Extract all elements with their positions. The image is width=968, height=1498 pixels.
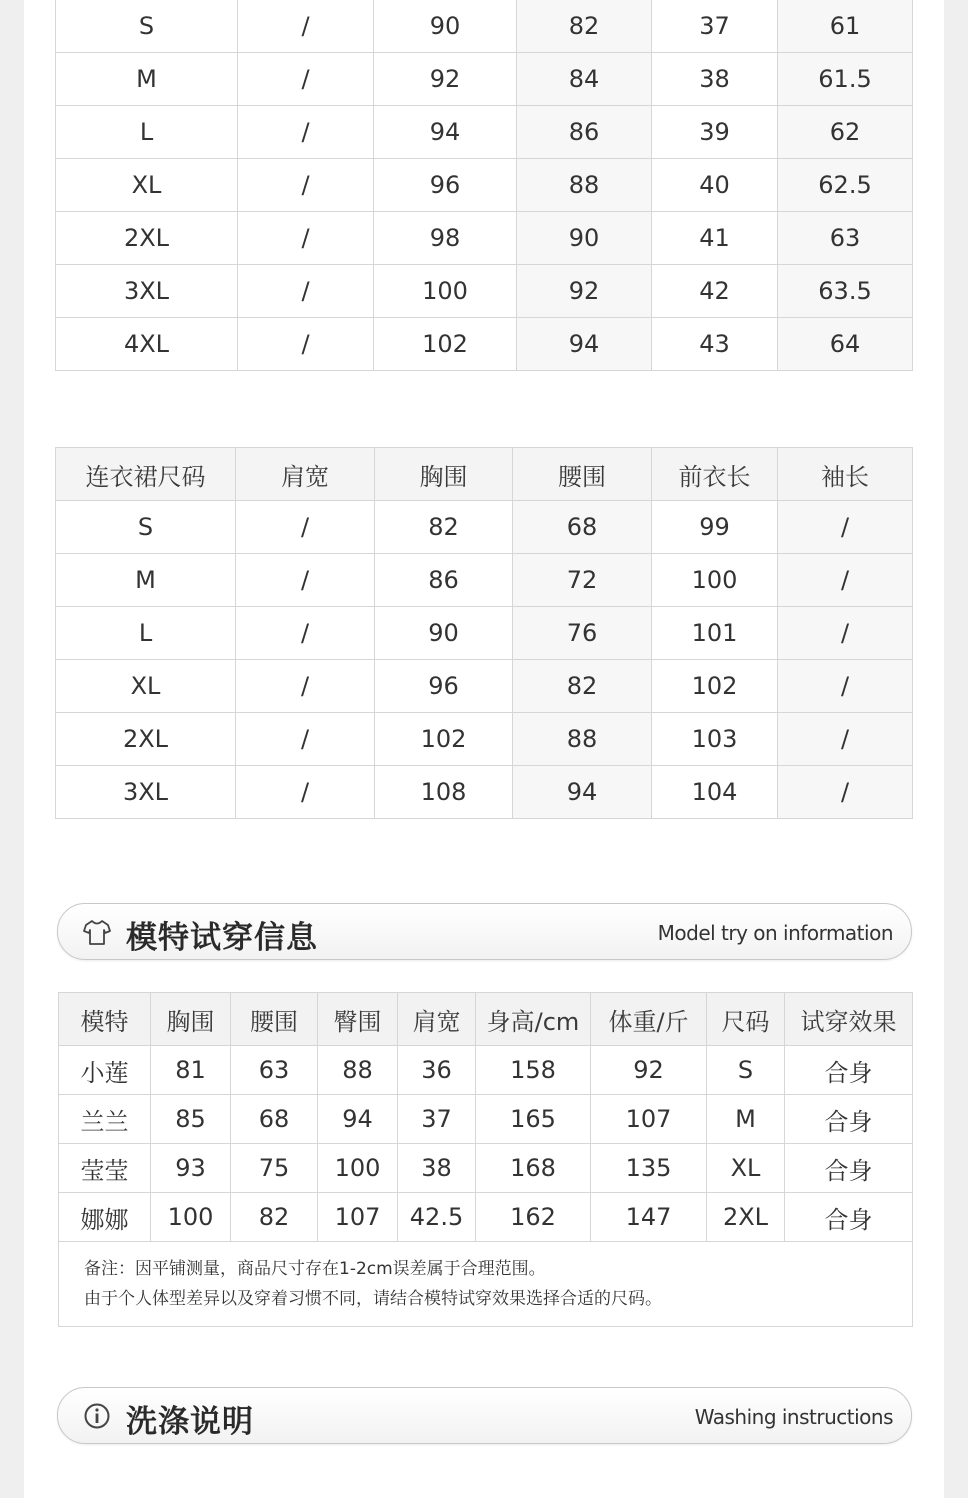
table-cell: 90 [375,607,513,660]
size-cell: 2XL [56,713,236,766]
table-cell: / [778,501,913,554]
table-header-row [59,993,913,1046]
table-cell: 63.5 [778,265,913,318]
table-cell: / [238,212,374,265]
note-line: 备注：因平铺测量，商品尺寸存在1-2cm误差属于合理范围。 [84,1259,546,1279]
table-cell: 41 [652,212,778,265]
table-cell: 94 [318,1095,398,1144]
column-header: 胸围 [151,993,231,1046]
table-cell: 合身 [785,1095,913,1144]
table-row [56,53,913,106]
table-cell: 42 [652,265,778,318]
note-cell [59,1242,913,1327]
table-cell: / [238,159,374,212]
table-row [59,1144,913,1193]
table-cell: 合身 [785,1193,913,1242]
table-cell: 68 [513,501,652,554]
size-cell: L [56,106,238,159]
table-cell: 86 [517,106,652,159]
table-row [56,660,913,713]
table-cell: / [778,607,913,660]
table-cell: / [238,318,374,371]
model-name-cell: 兰兰 [59,1095,151,1144]
table-cell: 94 [513,766,652,819]
note-line: 由于个人体型差异以及穿着习惯不同，请结合模特试穿效果选择合适的尺码。 [84,1289,662,1309]
table-cell: 61 [778,0,913,53]
table-cell: 38 [652,53,778,106]
table-cell: 62.5 [778,159,913,212]
size-cell: 2XL [56,212,238,265]
table-cell: / [236,660,375,713]
table-header-row [56,448,913,501]
table-cell: 82 [231,1193,318,1242]
model-name-cell: 莹莹 [59,1144,151,1193]
table-row [59,1193,913,1242]
table-cell: 68 [231,1095,318,1144]
column-header: 体重/斤 [591,993,707,1046]
size-cell: L [56,607,236,660]
size-cell: S [56,501,236,554]
table-row [56,106,913,159]
table-cell: 98 [374,212,517,265]
model-name-cell: 娜娜 [59,1193,151,1242]
table-cell: 40 [652,159,778,212]
table-cell: 104 [652,766,778,819]
table-row [56,318,913,371]
table-cell: 64 [778,318,913,371]
table-row [56,713,913,766]
table-cell: 147 [591,1193,707,1242]
washing-banner [57,1387,912,1444]
table-row [56,159,913,212]
table-cell: / [238,53,374,106]
table-cell: 37 [398,1095,476,1144]
column-header: 臀围 [318,993,398,1046]
tshirt-icon [82,917,112,947]
table-row [59,1046,913,1095]
table-cell: 102 [652,660,778,713]
table-cell: 92 [374,53,517,106]
table-cell: 42.5 [398,1193,476,1242]
table-cell: 99 [652,501,778,554]
table-cell: 88 [318,1046,398,1095]
size-cell: M [56,554,236,607]
table-cell: 100 [374,265,517,318]
table-cell: 合身 [785,1046,913,1095]
table-cell: 93 [151,1144,231,1193]
table-cell: 162 [476,1193,591,1242]
table-row [56,212,913,265]
model-try-on-table [58,992,913,1327]
table-cell: 82 [375,501,513,554]
column-header: 试穿效果 [785,993,913,1046]
table-cell: 102 [374,318,517,371]
table-cell: / [238,106,374,159]
table-cell: 63 [231,1046,318,1095]
size-cell: XL [56,159,238,212]
table-cell: 107 [591,1095,707,1144]
table-cell: 96 [375,660,513,713]
table-cell: 84 [517,53,652,106]
size-cell: S [56,0,238,53]
table-cell: 81 [151,1046,231,1095]
table-cell: 94 [374,106,517,159]
table-cell: 135 [591,1144,707,1193]
table-cell: 100 [151,1193,231,1242]
table-cell: / [236,501,375,554]
column-header: 尺码 [707,993,785,1046]
table-cell: 62 [778,106,913,159]
column-header: 胸围 [375,448,513,501]
column-header: 袖长 [778,448,913,501]
section-subtitle: Model try on information [657,921,893,945]
table-cell: 76 [513,607,652,660]
table-cell: XL [707,1144,785,1193]
table-row [59,1095,913,1144]
table-cell: 75 [231,1144,318,1193]
table-cell: 38 [398,1144,476,1193]
note-row [59,1242,913,1327]
column-header: 前衣长 [652,448,778,501]
table-row [56,766,913,819]
model-name-cell: 小莲 [59,1046,151,1095]
table-cell: 61.5 [778,53,913,106]
column-header: 腰围 [231,993,318,1046]
size-cell: M [56,53,238,106]
table-cell: 36 [398,1046,476,1095]
table-cell: 107 [318,1193,398,1242]
size-cell: 3XL [56,766,236,819]
section-title: 模特试穿信息 [126,920,318,956]
column-header: 连衣裙尺码 [56,448,236,501]
table-cell: S [707,1046,785,1095]
table-cell: / [236,554,375,607]
table-cell: 102 [375,713,513,766]
size-cell: XL [56,660,236,713]
table-cell: / [236,766,375,819]
column-header: 腰围 [513,448,652,501]
column-header: 模特 [59,993,151,1046]
info-icon [82,1401,112,1431]
top-size-table [55,0,913,371]
table-cell: 168 [476,1144,591,1193]
column-header: 肩宽 [398,993,476,1046]
table-cell: 101 [652,607,778,660]
table-cell: 82 [513,660,652,713]
table-cell: 90 [374,0,517,53]
table-row [56,554,913,607]
size-cell: 4XL [56,318,238,371]
section-title: 洗涤说明 [126,1404,254,1440]
table-cell: / [238,265,374,318]
table-cell: 72 [513,554,652,607]
table-cell: 88 [517,159,652,212]
table-cell: / [778,766,913,819]
table-cell: 43 [652,318,778,371]
table-cell: 103 [652,713,778,766]
table-cell: 158 [476,1046,591,1095]
table-cell: 2XL [707,1193,785,1242]
table-row [56,0,913,53]
table-row [56,265,913,318]
table-cell: M [707,1095,785,1144]
table-cell: / [238,0,374,53]
dress-size-table [55,447,913,819]
table-cell: / [236,713,375,766]
table-cell: 100 [318,1144,398,1193]
size-cell: 3XL [56,265,238,318]
table-cell: 合身 [785,1144,913,1193]
section-subtitle: Washing instructions [694,1405,893,1429]
column-header: 身高/cm [476,993,591,1046]
table-cell: / [778,713,913,766]
table-cell: 82 [517,0,652,53]
column-header: 肩宽 [236,448,375,501]
table-cell: 63 [778,212,913,265]
table-cell: 108 [375,766,513,819]
table-cell: / [778,660,913,713]
table-cell: 165 [476,1095,591,1144]
table-cell: 94 [517,318,652,371]
table-cell: 39 [652,106,778,159]
table-cell: / [236,607,375,660]
table-cell: / [778,554,913,607]
table-cell: 100 [652,554,778,607]
table-row [56,607,913,660]
table-cell: 85 [151,1095,231,1144]
table-cell: 92 [517,265,652,318]
model-info-banner [57,903,912,960]
table-cell: 96 [374,159,517,212]
table-row [56,501,913,554]
table-cell: 92 [591,1046,707,1095]
table-cell: 90 [517,212,652,265]
table-cell: 86 [375,554,513,607]
table-cell: 37 [652,0,778,53]
table-cell: 88 [513,713,652,766]
